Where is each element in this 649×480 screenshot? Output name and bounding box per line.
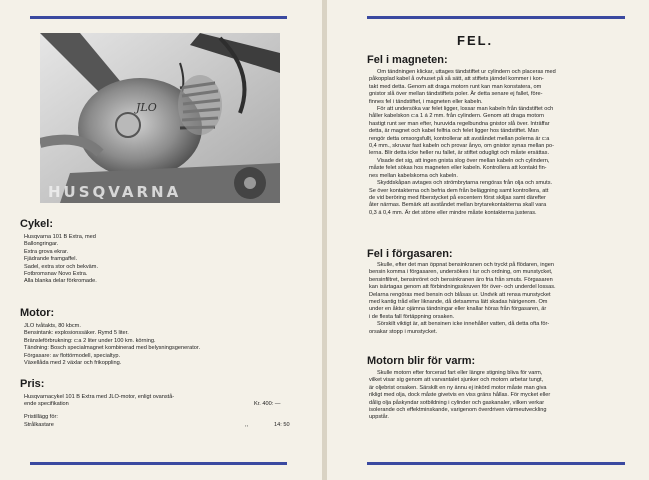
paragraph-line: rikligt med olja, dock måste givetvis en viss gräns hållas. För mycket eller — [369, 392, 551, 399]
paragraph-line: Delarna rengöras med bensin och blåsas ur. Undvik att rensa munstycket — [369, 291, 551, 298]
varm-text — [369, 370, 625, 422]
svg-text:JLO: JLO — [136, 101, 157, 114]
paragraph-line: åter närmas. Bemärk att avståndet mellan brytarekontakterna skall vara — [369, 202, 547, 209]
price-description-1: Husqvarnacykel 101 B Extra med JLO-motor, enligt ovanstå- — [24, 394, 175, 400]
cykel-spec-list — [24, 234, 98, 286]
paragraph-line: Se över kontakterna och befria dem från beläggning samt kontrollera, att — [369, 187, 549, 194]
spec-line: Husqvarna 101 B Extra, med — [24, 234, 96, 240]
paragraph-line: Skulle motorn efter forcerad fart eller längre stigning bliva för varm, — [377, 370, 543, 376]
paragraph-line: takt med detta. Genom att draga motorn runt kan man konstatera, om — [369, 83, 542, 90]
magneten-text — [369, 69, 625, 217]
paragraph-line: påkopplad kabel å ovhuset på så sätt, att stiftets järndel kommer i kon- — [369, 76, 544, 83]
magneten-heading: Fel i magneten: — [367, 54, 448, 66]
paragraph-line: nes mellan kabelskorna och kabeln. — [369, 172, 458, 179]
paragraph-line: 0,3 á 0,4 mm. Är det större eller mindre måste kontakterna justeras. — [369, 209, 537, 216]
spec-line: Förgasare: av flottörmodell, specialtyp. — [24, 352, 121, 359]
right-page — [327, 0, 649, 480]
spec-line: Fotbromsnav Novo Extra. — [24, 271, 88, 278]
forgasaren-text — [369, 262, 625, 336]
spec-line: Bensintank: explosionssäker. Rymd 5 liter. — [24, 330, 129, 337]
paragraph-line: uppstår. — [369, 414, 389, 421]
spec-line: JLO tvåtakts, 80 kbcm. — [24, 323, 81, 329]
surcharge-item: Strålkastare — [24, 422, 54, 428]
paragraph-line: måste felet sökas hos magneten eller kabeln. Kontrollera att kontakt fin- — [369, 165, 547, 172]
paragraph-line: gnistor slå över mellan tändstiftets poler. Är detta senare ej fallet, före- — [369, 91, 543, 98]
left-page — [0, 0, 322, 480]
paragraph-line: håller kabelskon c:a 1 á 2 mm. från cylindern. Genom att draga motorn — [369, 113, 545, 120]
paragraph-line: i de flesta fall förtäppning orsaken. — [369, 313, 455, 320]
motor-bicycle-photo — [40, 33, 280, 203]
paragraph-line: Sörskilt viktigt är, att bensinen icke innehåller vatten, då detta ofta för- — [377, 321, 550, 328]
paragraph-line: vilket visar sig genom att varvantalet sjunker och motorn arbetar tungt, — [369, 377, 544, 384]
top-rule — [30, 16, 287, 19]
paragraph-line: 0,4 mm., skruvar fast kabeln och provar ånyo, om gnistor synas mellan po- — [369, 143, 554, 150]
paragraph-line: För att undersöka var felet ligger, lossar man kabeln från tändstiftet och — [377, 106, 554, 113]
paragraph-line: Skulle, efter det man öppnat bensinkranen och tryckt på flödaren, ingen — [377, 262, 554, 268]
ditto-mark: ,, — [245, 422, 249, 428]
paragraph-line: de vid beröring med fiberstycket på excentern först skiljas samt därefter — [369, 194, 546, 201]
paragraph-line: bensinfiltret, bensinröret och bensinkranen äro fria från smuts. Förgasaren — [369, 276, 553, 283]
varm-heading: Motorn blir för varm: — [367, 355, 476, 367]
forgasaren-heading: Fel i förgasaren: — [367, 248, 453, 260]
paragraph-line: kan isärtagas genom att förbindningsskruven för över- och underdel lossas. — [369, 284, 556, 291]
paragraph-line: är oljebrist orsaken. Särskilt en ny ännu ej inkörd motor måste man giva — [369, 384, 547, 391]
motor-spec-list — [24, 323, 200, 367]
spec-line: Fjädrande framgaffel. — [24, 256, 78, 263]
paragraph-line: orsakar stopp i munstycket. — [369, 328, 438, 335]
motor-heading: Motor: — [20, 307, 55, 319]
spec-line: Sadel, extra stor och bekväm. — [24, 263, 98, 270]
base-price: Kr. 400: — — [254, 401, 281, 407]
paragraph-line: med kantig tråd eller liknande, då detsamma lätt skadas härigenom. Om — [369, 299, 548, 306]
bottom-rule — [367, 462, 625, 465]
spec-line: Extra grova ekrar. — [24, 248, 69, 255]
engine-illustration — [40, 33, 280, 203]
spec-line: Växellåda med 2 växlar och frikoppling. — [24, 360, 122, 367]
spec-line: Tändning: Bosch specialmagnet kombinerad med belysningsgenerator. — [24, 345, 200, 352]
paragraph-line: dålig olja påskyndar sotbildning i cylinder och gaskanaler, vilken verkar — [369, 399, 545, 406]
paragraph-line: Visade det sig, att ingen gnista slog över mellan kabeln och cylindern, — [377, 157, 550, 164]
paragraph-line: hastigt runt ser man efter, huruvida regelbundna gnistor slå över. Inträffar — [369, 120, 550, 127]
page-title: FEL. — [457, 33, 494, 48]
paragraph-line: finnes fel i tändstiftet, i magneten eller kabeln. — [369, 98, 483, 105]
pris-heading: Pris: — [20, 378, 45, 390]
photo-tank-lettering: HUSQVARNA — [48, 183, 182, 201]
paragraph-line: isolerande och effektminskande, varigenom överdriven värmeutveckling — [369, 407, 547, 414]
bottom-rule — [30, 462, 287, 465]
paragraph-line: detta, är magnet och kabel felfria och felet ligger hos tändstiftet. Man — [369, 128, 539, 135]
spec-line: Alla blanka delar förkromade. — [24, 278, 97, 285]
surcharge-label: Pristillägg för: — [24, 414, 58, 420]
paragraph-line: bensin komma i förgasaren, undersökes i tur och ordning, om munstycket, — [369, 269, 553, 276]
paragraph-line: lerna. Blir detta icke heller nu fallet, är stiftet odugligt och måste ersättas. — [369, 150, 550, 157]
top-rule — [367, 16, 625, 19]
cykel-heading: Cykel: — [20, 218, 54, 230]
spec-line: Ballongringar. — [24, 241, 59, 248]
paragraph-line: Om tändningen klickar, uttages tändstiftet ur cylindern och placeras med — [377, 69, 556, 75]
surcharge-price: 14: 50 — [274, 422, 290, 428]
paragraph-line: Skyddskåpan avtages och strömbrytarna rengöras från olja och smuts. — [377, 180, 553, 187]
paragraph-line: rengör detta omsorgsfullt, kontrollerar att avståndet mellan polerna är c:a — [369, 135, 550, 142]
paragraph-line: under en åktur ojämna tändningar eller knallar höras från förgasaren, är — [369, 306, 547, 313]
spec-line: Bränsleförbrukning: c:a 2 liter under 100 km. körning. — [24, 337, 156, 344]
price-description-2: ende specifikation — [24, 401, 69, 407]
